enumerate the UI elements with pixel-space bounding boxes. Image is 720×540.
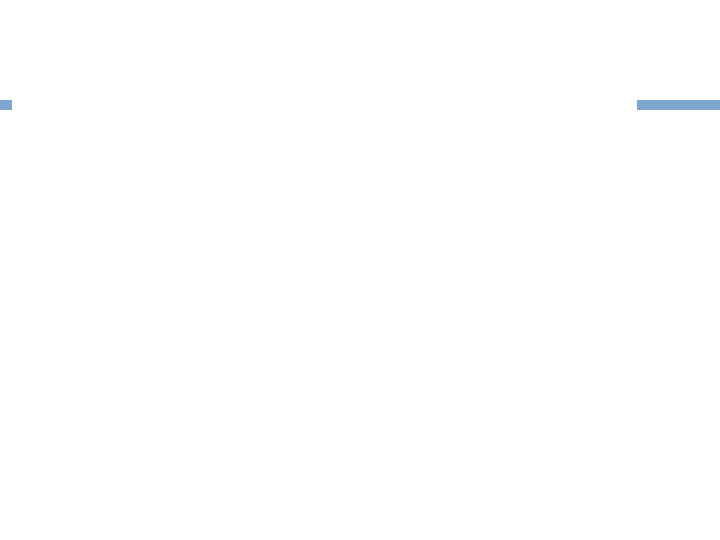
- header-band-right: [637, 100, 720, 110]
- header-band-left: [0, 100, 12, 110]
